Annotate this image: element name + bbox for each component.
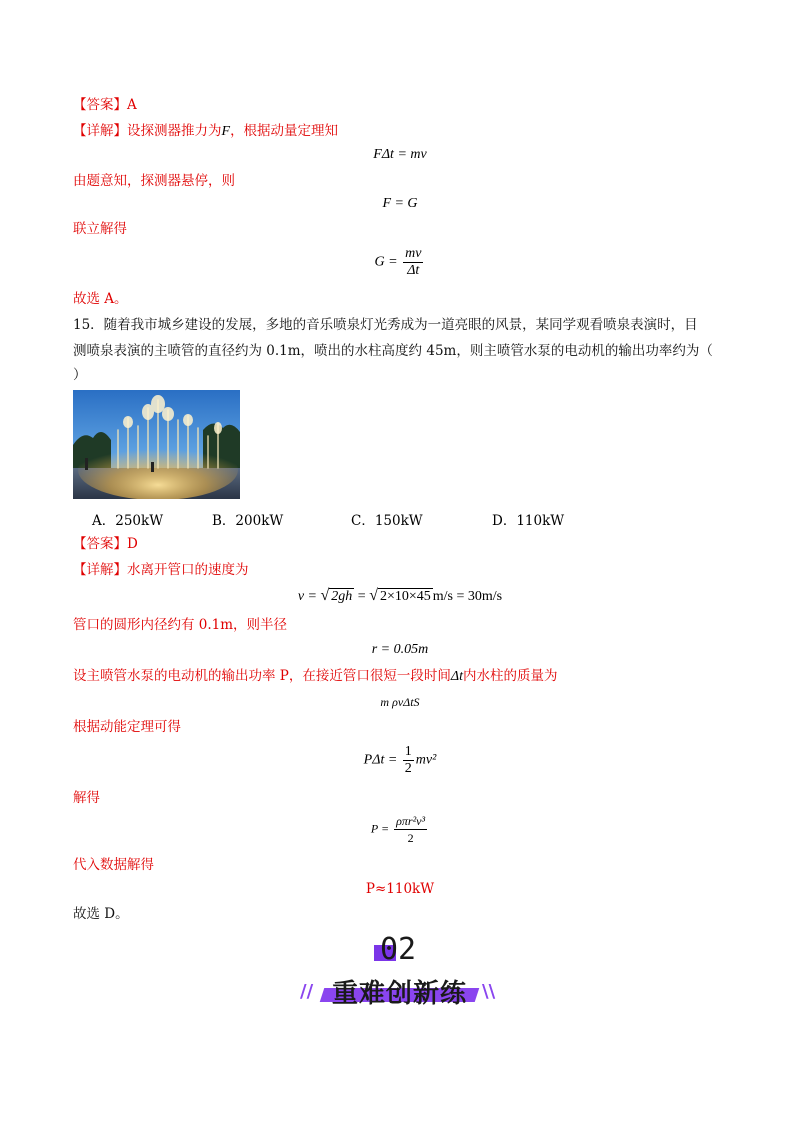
section-title-banner <box>322 973 477 1007</box>
q14-line-2: 由题意知，探测器悬停，则 <box>73 173 235 189</box>
q15-conclusion: 故选 D。 <box>73 906 129 922</box>
q14-eq3-den: Δt <box>407 263 420 278</box>
q14-detail <box>73 122 338 141</box>
q15-stem-line-2: 测喷泉表演的主喷管的直径约为 0.1m，喷出的水柱高度约 45m，则主喷管水泵的电动机的输出功率约为（ <box>73 343 713 359</box>
eq-v-mid: = <box>357 589 366 604</box>
eq-P-left: PΔt = <box>363 752 398 768</box>
q15-equation-P <box>0 744 800 777</box>
q15-answer: 【答案】D <box>73 536 138 552</box>
q15-substitute-line: 代入数据解得 <box>73 857 154 873</box>
eq-P-fraction <box>403 744 414 777</box>
q15-equation-r: r = 0.05m <box>371 642 429 657</box>
eq-P2-left: P = <box>370 821 390 836</box>
q14-conclusion: 故选 A。 <box>73 291 128 307</box>
section-number-badge <box>374 932 422 967</box>
power-line-b: 内水柱的质量为 <box>462 668 558 684</box>
eq-v-left: v = <box>297 589 318 604</box>
fountain-photo <box>73 390 240 499</box>
q14-line-3: 联立解得 <box>73 221 127 237</box>
eq-P2-den: 2 <box>407 831 414 845</box>
q15-equation-v: v = √ 2gh = √ 2×10×45 m/s = 30m/s <box>297 587 503 604</box>
power-line-a: 设主喷管水泵的电动机的输出功率 P，在接近管口很短一段时间 <box>73 668 451 684</box>
q14-eq3-left: G = <box>374 254 398 270</box>
q14-detail-var: F <box>221 124 231 139</box>
q15-stem-line-1: 15．随着我市城乡建设的发展，多地的音乐喷泉灯光秀成为一道亮眼的风景，某同学观看喷泉表演时，目 <box>73 317 698 333</box>
eq-P-num: 1 <box>404 744 412 759</box>
eq-P2-num: ρπr²v³ <box>396 814 426 828</box>
eq-v-radicand-1: 2gh <box>331 589 353 604</box>
q15-result: P≈110kW <box>365 881 435 897</box>
option-c: C．150kW <box>351 513 423 529</box>
option-a: A．250kW <box>92 513 164 529</box>
q14-equation-2: F = G <box>382 196 418 211</box>
q14-eq3-fraction <box>403 246 423 279</box>
option-d: D．110kW <box>492 513 565 529</box>
q15-equation-P2 <box>0 813 800 846</box>
option-b: B．200kW <box>212 513 284 529</box>
eq-P-den: 2 <box>404 761 412 776</box>
q14-equation-3 <box>0 246 800 279</box>
left-decoration: // <box>300 981 314 1002</box>
q14-eq3-num: mv <box>405 246 422 261</box>
q15-solve-line: 解得 <box>73 790 100 806</box>
section-title: 重难创新练 <box>331 979 467 1009</box>
q14-equation-1: FΔt = mv <box>373 147 427 162</box>
right-decoration: \\ <box>482 981 496 1002</box>
q15-equation-m: m ρvΔtS <box>380 695 420 709</box>
q15-radius-line: 管口的圆形内径约有 0.1m，则半径 <box>73 617 288 633</box>
eq-P2-fraction <box>394 813 427 846</box>
q14-answer: 【答案】A <box>73 97 137 113</box>
q14-detail-text: 【详解】设探测器推力为 <box>73 123 222 139</box>
q15-theorem-line: 根据动能定理可得 <box>73 719 181 735</box>
section-number: 02 <box>379 932 417 967</box>
q15-detail-line-1: 【详解】水离开管口的速度为 <box>73 562 249 578</box>
q14-detail-tail: ，根据动量定理知 <box>230 123 339 139</box>
q15-stem-line-3: ） <box>73 367 87 383</box>
q15-power-line <box>73 667 557 686</box>
eq-P-tail: mv² <box>415 752 437 768</box>
eq-v-radicand-2: 2×10×45 <box>379 589 431 604</box>
power-line-var: Δt <box>450 669 463 684</box>
eq-v-tail: m/s = 30m/s <box>432 589 503 604</box>
